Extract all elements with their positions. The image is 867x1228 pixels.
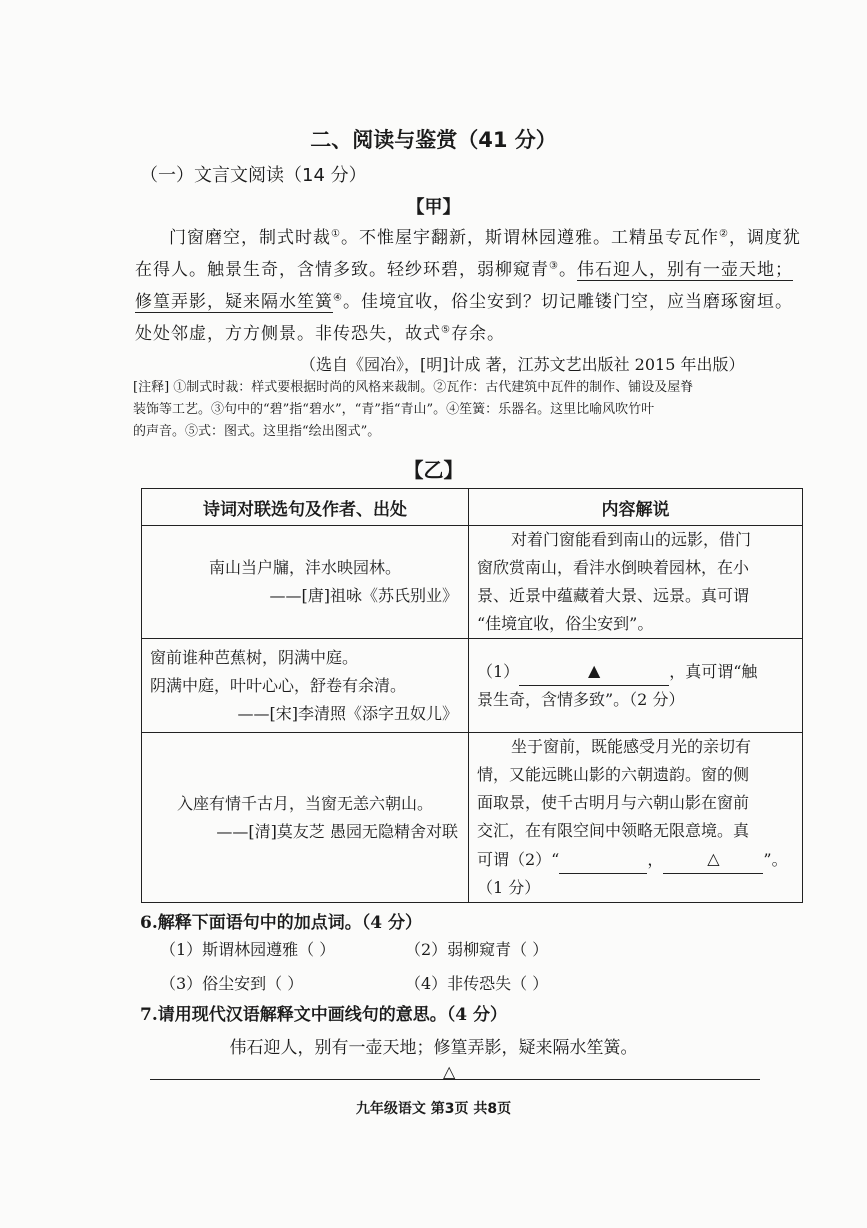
table-row <box>142 526 803 639</box>
passage-a-text: 门窗磨空，制式时裁①。不惟屋宇翻新，斯谓林园遵雅。工精虽专瓦作②，调度犹 在得人。触景生奇，含情多致。轻纱环碧，弱柳窥青③。伟石迎人，别有一壶天地； 修篁弄影，疑来隔水笙簧④。佳境宜收，俗尘安到？切记雕镂门空，应当磨琢窗垣。 处处邻虚，方方侧景。非传恐失，故式⑤存余。 <box>135 228 801 344</box>
explanation-cell: 对着门窗能看到南山的远影，借门 窗欣赏南山，看沣水倒映着园林，在小 景、近景中蕴藏着大景、远景。真可谓 “佳境宜收，俗尘安到”。 <box>469 526 803 639</box>
answer-blank-2a[interactable] <box>559 873 647 874</box>
table-header-right: 内容解说 <box>469 489 803 526</box>
q6-item-1: （1）斯谓林园遵雅（ ） <box>160 940 336 959</box>
passage-a-notes: [注释] ①制式时裁：样式要根据时尚的风格来裁制。②瓦作：古代建筑中瓦件的制作、铺设及屋脊 装饰等工艺。③句中的“碧”指“碧水”，“青”指“青山”。④笙簧：乐器名。这里比喻风吹竹叶 的声音。⑤式：图式。这里指“绘出图式”。 <box>133 380 694 439</box>
section-title: 二、阅读与鉴赏（41 分） <box>310 128 557 152</box>
poetry-table <box>141 488 803 903</box>
passage-a-source: （选自《园冶》，[明]计成 著，江苏文艺出版社 2015 年出版） <box>300 355 745 374</box>
question-6: 6.解释下面语句中的加点词。（4 分） <box>140 913 422 933</box>
table-row <box>142 733 803 903</box>
answer-blank-1[interactable]: ▲ <box>519 657 669 686</box>
subsection-title: （一）文言文阅读（14 分） <box>140 165 367 186</box>
poem-cell: 南山当户牖，沣水映园林。 ——[唐]祖咏《苏氏别业》 <box>142 526 469 639</box>
table-header-left: 诗词对联选句及作者、出处 <box>142 489 469 526</box>
passage-a-label: 【甲】 <box>406 197 461 218</box>
underlined-sentence-part1: 伟石迎人，别有一壶天地； <box>576 260 793 280</box>
poem-cell: 窗前谁种芭蕉树，阴满中庭。 阴满中庭，叶叶心心，舒卷有余清。 ——[宋]李清照《添字丑奴儿》 <box>142 639 469 733</box>
question-7-sentence: 伟石迎人，别有一壶天地；修篁弄影，疑来隔水笙簧。 <box>229 1038 638 1058</box>
explanation-cell: （1） ▲ ，真可谓“触 景生奇，含情多致”。（2 分） <box>469 639 803 733</box>
passage-b-label: 【乙】 <box>403 458 464 482</box>
poem-cell: 入座有情千古月，当窗无恙六朝山。 ——[清]莫友芝 愚园无隐精舍对联 <box>142 733 469 903</box>
q6-item-2: （2）弱柳窥青（ ） <box>405 940 549 959</box>
q6-item-3: （3）俗尘安到（ ） <box>160 974 304 993</box>
question-7: 7.请用现代汉语解释文中画线句的意思。（4 分） <box>140 1005 507 1025</box>
page-footer: 九年级语文 第3页 共8页 <box>355 1101 512 1117</box>
underlined-sentence-part2: 修篁弄影，疑来隔水笙簧 <box>135 292 333 312</box>
answer-blank-2b[interactable]: △ <box>663 845 763 874</box>
answer-mark: △ <box>443 1062 456 1081</box>
table-header-row <box>142 489 803 526</box>
q6-item-4: （4）非传恐失（ ） <box>405 974 549 993</box>
answer-line[interactable] <box>150 1079 760 1080</box>
explanation-cell: 坐于窗前，既能感受月光的亲切有 情，又能远眺山影的六朝遗韵。窗的侧 面取景，使千古明月与六朝山影在窗前 交汇，在有限空间中领略无限意境。真 可谓（2）“ ， △ ”。 （1 分） <box>469 733 803 903</box>
table-row <box>142 639 803 733</box>
